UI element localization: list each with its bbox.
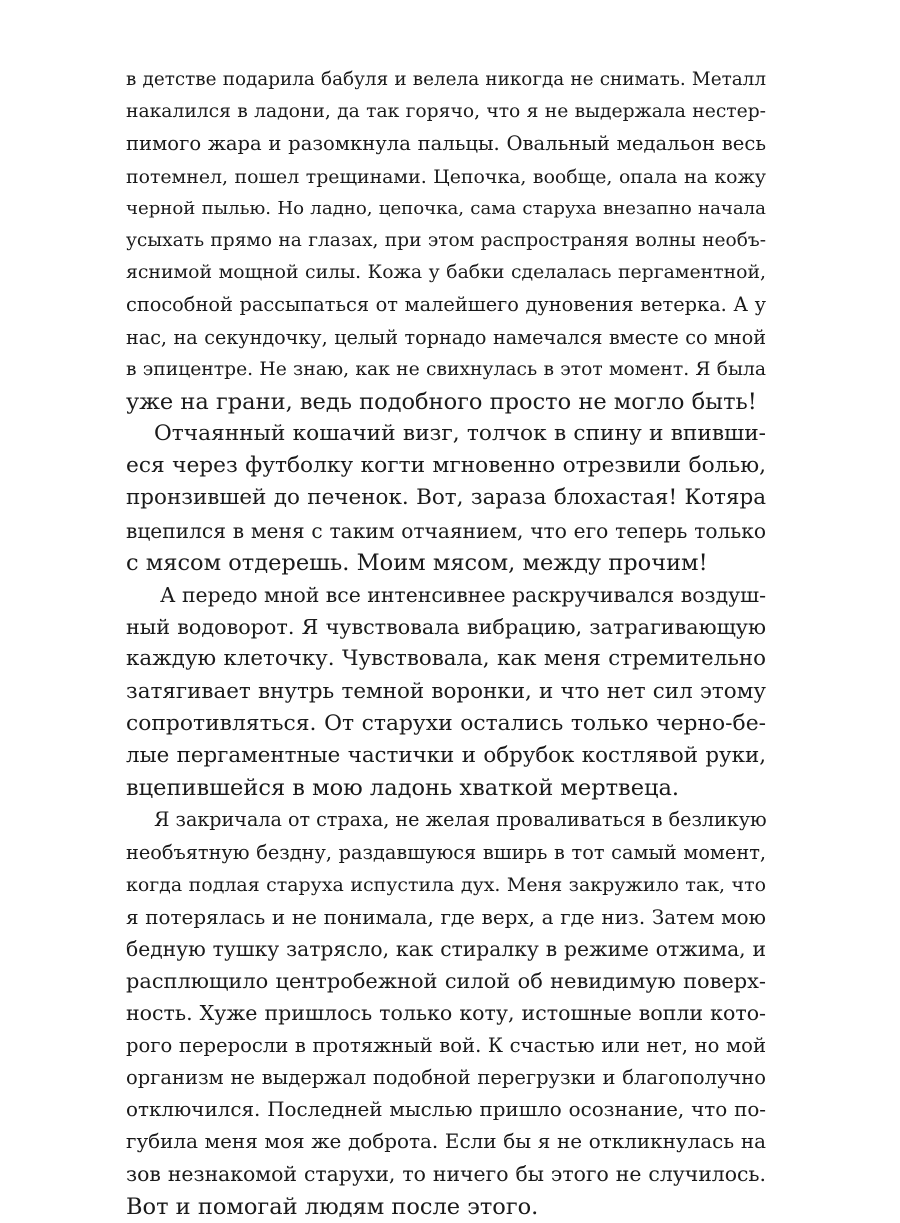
text-line: губила меня моя же доброта. Если бы я не откликнулась на <box>126 1130 766 1154</box>
text-line: расплющило центробежной силой об невидимую поверх- <box>126 969 766 994</box>
text-line: вцепившейся в мою ладонь хваткой мертвеца. <box>126 775 680 802</box>
text-line: нас, на секундочку, целый торнадо намечался вместе со мной <box>126 325 766 349</box>
text-line: потемнел, пошел трещинами. Цепочка, вообще, опала на кожу <box>126 165 766 188</box>
paragraph <box>126 64 766 418</box>
text-line: пимого жара и разомкнула пальцы. Овальный медальон весь <box>126 132 766 156</box>
text-line: организм не выдержал подобной перегрузки и благополучно <box>126 1065 766 1089</box>
paragraph <box>126 579 766 804</box>
text-line: Вот и помогай людям после этого. <box>126 1193 539 1220</box>
text-line: способной рассыпаться от малейшего дуновения ветерка. А у <box>126 293 766 317</box>
text-line: ность. Хуже пришлось только коту, истошные вопли кото- <box>126 1001 766 1026</box>
text-line: зов незнакомой старухи, то ничего бы этого не случилось. <box>126 1162 766 1187</box>
text-line: пронзившей до печенок. Вот, зараза блохастая! Котяра <box>126 485 766 511</box>
text-line: А передо мной все интенсивнее раскручивался воздуш- <box>160 583 766 607</box>
text-line: я потерялась и не понимала, где верх, а где низ. Затем мою <box>126 904 766 929</box>
text-line: затягивает внутрь темной воронки, и что нет сил этому <box>126 678 766 704</box>
text-line: лые пергаментные частички и обрубок костлявой руки, <box>126 742 766 768</box>
text-line: с мясом отдерешь. Моим мясом, между прочим! <box>126 549 708 576</box>
text-line: яснимой мощной силы. Кожа у бабки сделалась пергаментной, <box>126 262 766 284</box>
text-line: рого переросли в протяжный вой. К счастью или нет, но мой <box>126 1033 766 1057</box>
text-line: необъятную бездну, раздавшуюся вширь в тот самый момент, <box>126 840 766 864</box>
body-text <box>126 64 766 1223</box>
text-line: когда подлая старуха испустила дух. Меня закружило так, что <box>126 873 766 896</box>
text-line: еся через футболку когти мгновенно отрезвили болью, <box>126 453 766 479</box>
text-line: накалился в ладони, да так горячо, что я не выдержала нестер- <box>126 101 766 123</box>
text-line: усыхать прямо на глазах, при этом распространяя волны необъ- <box>126 229 766 251</box>
text-line: вцепился в меня с таким отчаянием, что его теперь только <box>126 518 766 543</box>
text-line: Отчаянный кошачий визг, толчок в спину и впивши- <box>154 421 766 447</box>
text-line: сопротивляться. От старухи остались только черно-бе- <box>126 710 766 736</box>
text-line: уже на грани, ведь подобного просто не могло быть! <box>126 388 757 415</box>
text-line: ный водоворот. Я чувствовала вибрацию, затрагивающую <box>126 615 766 640</box>
text-line: отключился. Последней мыслью пришло осознание, что по- <box>126 1098 766 1121</box>
text-line: в эпицентре. Не знаю, как не свихнулась в этот момент. Я была <box>126 358 766 380</box>
text-line: черной пылью. Но ладно, цепочка, сама старуха внезапно начала <box>126 197 766 219</box>
text-line: бедную тушку затрясло, как стиралку в режиме отжима, и <box>126 937 766 962</box>
text-line: каждую клеточку. Чувствовала, как меня стремительно <box>126 646 766 672</box>
paragraph <box>126 418 766 579</box>
text-line: в детстве подарила бабуля и велела никогда не снимать. Металл <box>126 69 766 90</box>
text-line: Я закричала от страха, не желая проваливаться в безликую <box>154 808 767 832</box>
paragraph <box>126 804 766 1222</box>
